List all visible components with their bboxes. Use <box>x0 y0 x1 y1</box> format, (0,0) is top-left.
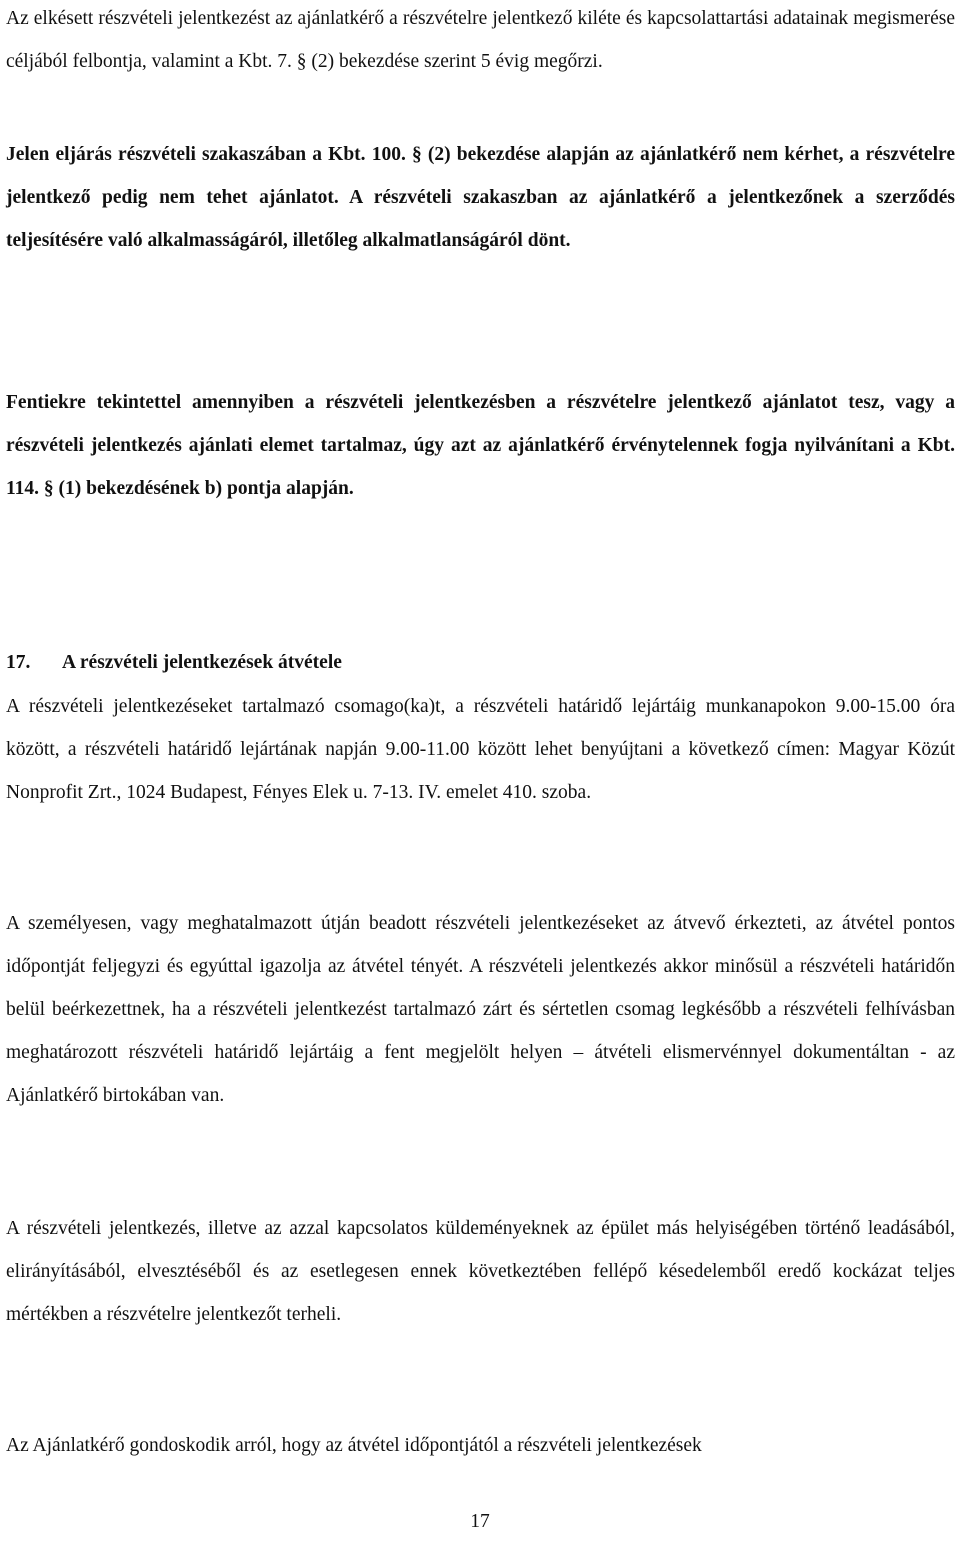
paragraph-personal-delivery: A személyesen, vagy meghatalmazott útján beadott részvételi jelentkezéseket az átvevő érkezteti, az átvétel pontos időpontját feljegyzi és egyúttal igazolja az átvétel tényét. A részvételi jelentkezés akkor minősül a részvételi határidőn belül beérkezettnek, ha a részvételi jelentkezést tartalmazó zárt és sértetlen csomag legkésőbb a részvételi felhívásban meghatározott részvételi határidő lejártáig a fent megjelölt helyen – átvételi elismervénnyel dokumentáltan - az Ajánlatkérő birtokában van. <box>6 913 955 1106</box>
paragraph-invalid-offer: Fentiekre tekintettel amennyiben a részvételi jelentkezésben a részvételre jelentkező ajánlatot tesz, vagy a részvételi jelentkezés ajánlati elemet tartalmaz, úgy azt az ajánlatkérő érvénytelennek fogja nyilvánítani a Kbt. 114. § (1) bekezdésének b) pontja alapján. <box>6 392 955 499</box>
paragraph-participation-stage: Jelen eljárás részvételi szakaszában a Kbt. 100. § (2) bekezdése alapján az ajánlatkérő nem kérhet, a részvételre jelentkező pedig nem tehet ajánlatot. A részvételi szakaszban az ajánlatkérő a jelentkezőnek a szerződés teljesítésére való alkalmasságáról, illetőleg alkalmatlanságáról dönt. <box>6 144 955 251</box>
paragraph-receipt-care: Az Ajánlatkérő gondoskodik arról, hogy az átvétel időpontjától a részvételi jelentkezések <box>6 1435 702 1456</box>
paragraph-late-applications: Az elkésett részvételi jelentkezést az ajánlatkérő a részvételre jelentkező kiléte és kapcsolattartási adatainak megismerése céljából felbontja, valamint a Kbt. 7. § (2) bekezdése szerint 5 évig megőrzi. <box>6 8 955 72</box>
page-number: 17 <box>470 1511 490 1532</box>
section-title: A részvételi jelentkezések átvétele <box>62 652 342 673</box>
section-heading <box>6 641 955 684</box>
paragraph-submission-address: A részvételi jelentkezéseket tartalmazó csomago(ka)t, a részvételi határidő lejártáig munkanapokon 9.00-15.00 óra között, a részvételi határidő lejártának napján 9.00-11.00 között lehet benyújtani a következő címen: Magyar Közút Nonprofit Zrt., 1024 Budapest, Fényes Elek u. 7-13. IV. emelet 410. szoba. <box>6 696 955 803</box>
paragraph-delivery-risk: A részvételi jelentkezés, illetve az azzal kapcsolatos küldeményeknek az épület más helyiségében történő leadásából, elirányításából, elvesztéséből és az esetlegesen ennek következtében fellépő késedelemből eredő kockázat teljes mértékben a részvételre jelentkezőt terheli. <box>6 1218 955 1325</box>
section-number: 17. <box>6 652 31 673</box>
